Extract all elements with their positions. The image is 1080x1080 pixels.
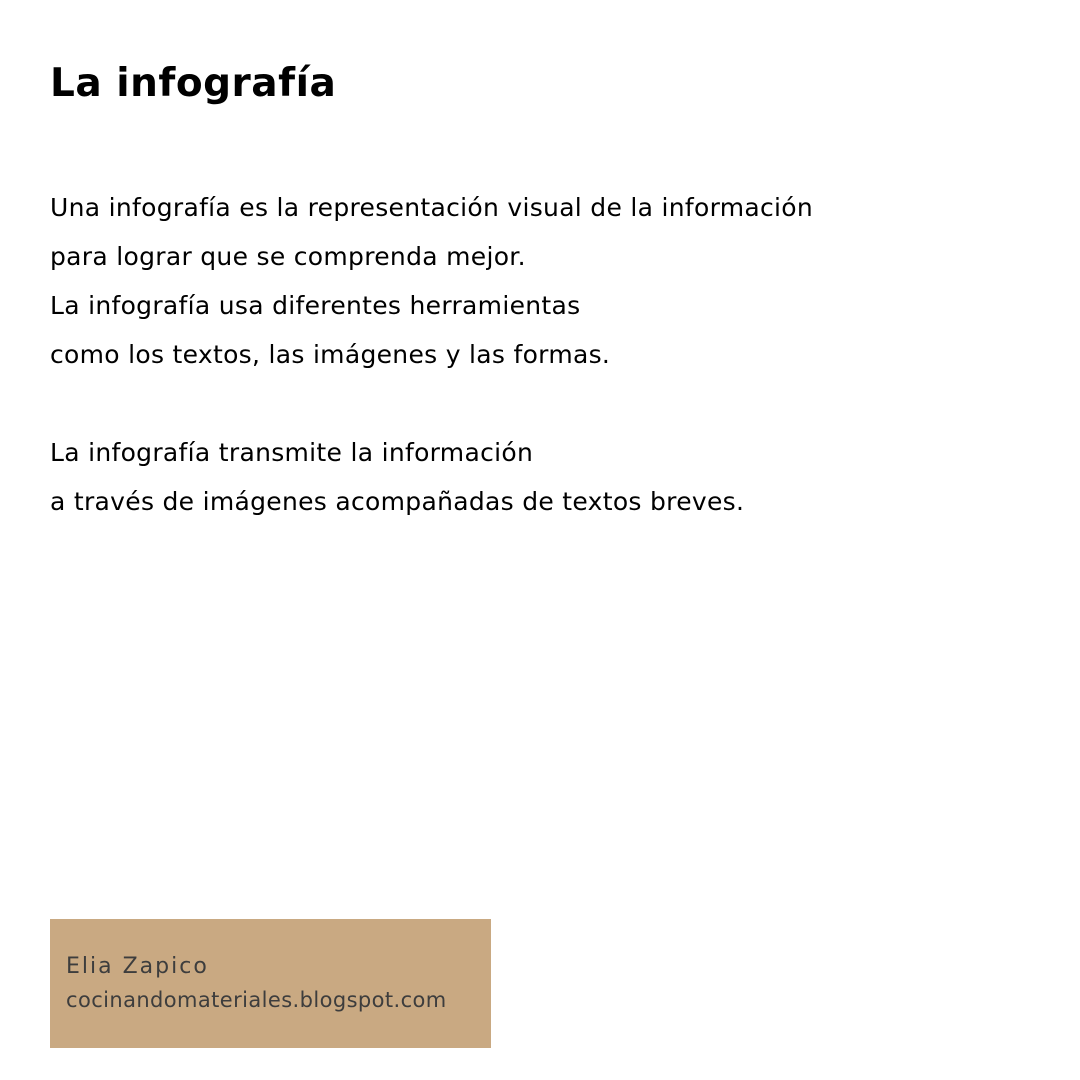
author-name: Elia Zapico <box>66 954 209 979</box>
body-text <box>50 183 1010 526</box>
page-title: La infografía <box>50 61 337 106</box>
text-line: La infografía transmite la información <box>50 438 534 467</box>
paragraph-definition <box>50 183 1010 379</box>
text-line: Una infografía es la representación visual de la información <box>50 193 814 222</box>
paragraph-purpose <box>50 428 1010 526</box>
paragraph-spacer <box>50 379 1010 428</box>
text-line: a través de imágenes acompañadas de textos breves. <box>50 487 745 516</box>
text-line: como los textos, las imágenes y las formas. <box>50 340 611 369</box>
website-url: cocinandomateriales.blogspot.com <box>66 988 447 1012</box>
text-line: para lograr que se comprenda mejor. <box>50 242 526 271</box>
text-line: La infografía usa diferentes herramientas <box>50 291 581 320</box>
credit-box <box>50 919 491 1048</box>
